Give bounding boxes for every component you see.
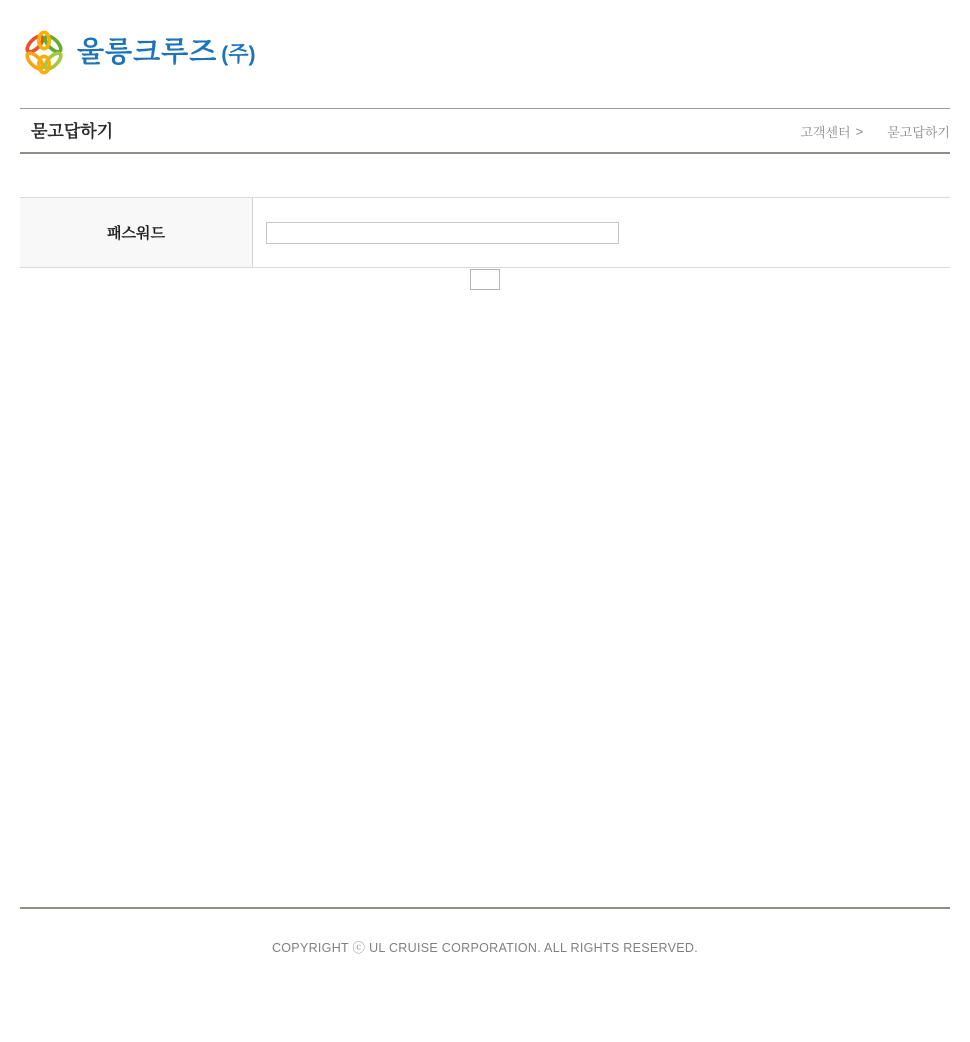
page-title: 묻고답하기: [31, 122, 114, 141]
pinwheel-flower-icon: [22, 27, 66, 77]
password-label: 패스워드: [20, 198, 253, 267]
title-divider: [20, 152, 950, 154]
password-cell: [253, 198, 950, 267]
footer-copyright: COPYRIGHT ⓒ UL CRUISE CORPORATION. ALL RIGHTS RESERVED.: [271, 941, 699, 955]
breadcrumb: [800, 122, 950, 141]
footer-divider: [20, 907, 950, 909]
submit-button[interactable]: [470, 269, 500, 290]
breadcrumb-item-customer-center[interactable]: 고객센터: [800, 125, 851, 140]
site-logo[interactable]: [22, 27, 256, 77]
breadcrumb-separator: >: [855, 124, 864, 139]
breadcrumb-item-qna[interactable]: 묻고답하기: [887, 125, 950, 140]
logo-text: 울릉크루즈: [77, 36, 218, 67]
password-input[interactable]: [266, 222, 619, 244]
password-form-table: [20, 197, 950, 268]
header-divider: [20, 108, 950, 109]
logo-suffix: (주): [221, 43, 256, 66]
